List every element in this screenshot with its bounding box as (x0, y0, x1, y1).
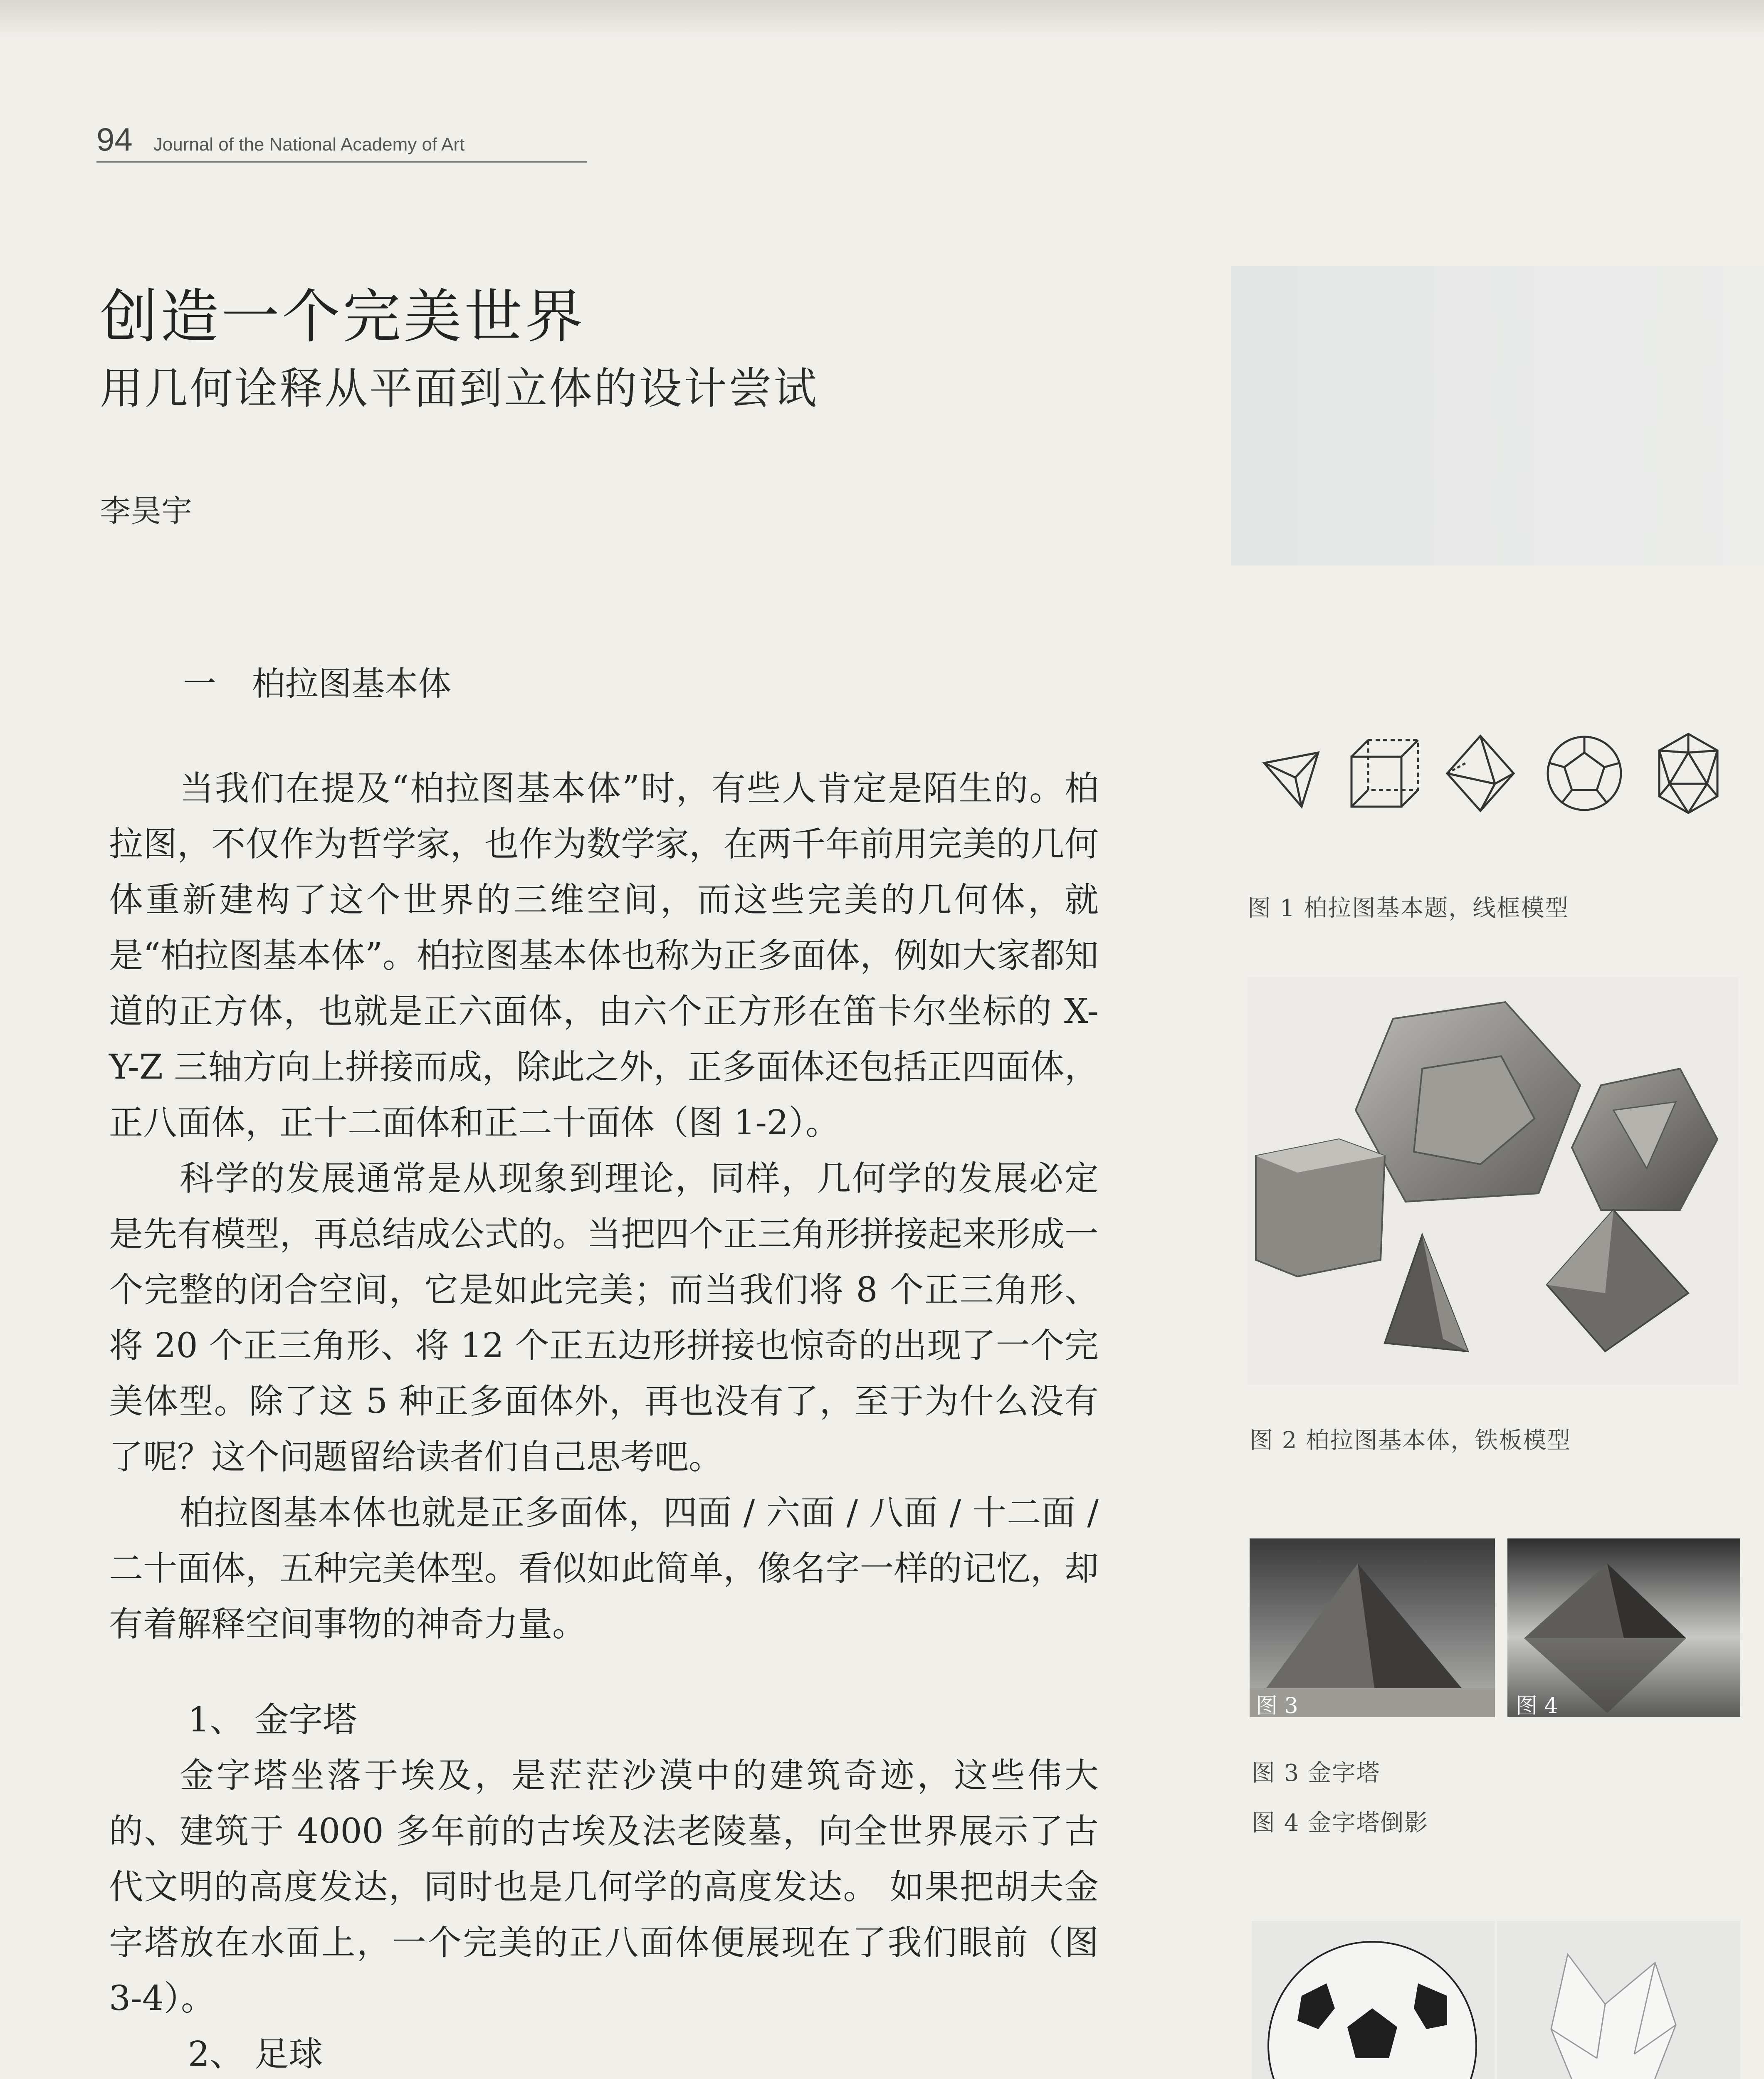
section-heading (183, 657, 451, 705)
paragraph: 科学的发展通常是从现象到理论，同样，几何学的发展必定是先有模型，再总结成公式的。当把四个正三角形拼接起来形成一个完整的闭合空间，它是如此完美；而当我们将 8 个正三角形、将 20 个正三角形、将 12 个正五边形拼接也惊奇的出现了一个完美体型。除了这 5 种正多面体外，再也没有了，至于为什么没有了呢？这个问题留给读者们自己思考吧。 (109, 1159, 1099, 1477)
figure-3-tag: 图 3 (1256, 1694, 1298, 1719)
paragraph: 当我们在提及“柏拉图基本体”时，有些人肯定是陌生的。柏拉图，不仅作为哲学家，也作为数学家，在两千年前用完美的几何体重新建构了这个世界的三维空间，而这些完美的几何体，就是“柏拉图基本体”。柏拉图基本体也称为正多面体，例如大家都知道的正方体，也就是正六面体，由六个正方形在笛卡尔坐标的 X-Y-Z 三轴方向上拼接而成，除此之外，正多面体还包括正四面体，正八面体，正十二面体和正二十面体（图 1-2）。 (109, 769, 1099, 1143)
journal-title: Journal of the National Academy of Art (153, 134, 465, 155)
figure-4-tag: 图 4 (1516, 1694, 1558, 1719)
dodecahedron-wireframe (1548, 737, 1621, 810)
figure-5-panel (1252, 1921, 1495, 2079)
figure-4-caption: 图 4 金字塔倒影 (1252, 1810, 1429, 1837)
page-number: 94 (96, 121, 133, 158)
body-text (109, 761, 1099, 2079)
figure-1-caption: 图 1 柏拉图基本题，线框模型 (1248, 895, 1569, 922)
figure-2-photo (1248, 977, 1738, 1385)
bleed-through-area (1231, 266, 1764, 565)
figure-6-icosahedron (1497, 1921, 1740, 2079)
scan-shadow (0, 0, 1764, 37)
subsection-heading-football: 2、 足球 (188, 2035, 323, 2074)
icosahedron-wireframe (1659, 734, 1717, 813)
figure-6-panel (1497, 1921, 1740, 2079)
page-header (96, 121, 464, 158)
article-title: 创造一个完美世界 (100, 283, 586, 351)
octahedron-wireframe (1447, 736, 1514, 811)
subsection-heading-pyramid: 1、 金字塔 (188, 1700, 357, 1740)
author-name: 李昊宇 (100, 493, 192, 529)
header-rule (96, 161, 587, 163)
figure-3-caption: 图 3 金字塔 (1252, 1760, 1381, 1787)
paragraph: 柏拉图基本体也就是正多面体，四面 / 六面 / 八面 / 十二面 / 二十面体，五种完美体型。看似如此简单，像名字一样的记忆，却有着解释空间事物的神奇力量。 (109, 1493, 1099, 1644)
article-subtitle: 用几何诠释从平面到立体的设计尝试 (100, 363, 819, 414)
section-number: 一 (183, 664, 216, 703)
section-title: 柏拉图基本体 (252, 664, 452, 703)
tetrahedron-wireframe (1264, 753, 1318, 807)
cube-wireframe (1351, 740, 1418, 807)
figure-5-football (1252, 1921, 1495, 2079)
figure-1-wireframes (1256, 723, 1722, 819)
figure-2-caption: 图 2 柏拉图基本体，铁板模型 (1250, 1427, 1571, 1454)
cube-model (1256, 1139, 1385, 1277)
paragraph: 金字塔坐落于埃及，是茫茫沙漠中的建筑奇迹，这些伟大的、建筑于 4000 多年前的古埃及法老陵墓，向全世界展示了古代文明的高度发达，同时也是几何学的高度发达。 如果把胡夫金字塔放在水面上，一个完美的正八面体便展现在了我们眼前（图 3-4）。 (109, 1756, 1099, 2018)
